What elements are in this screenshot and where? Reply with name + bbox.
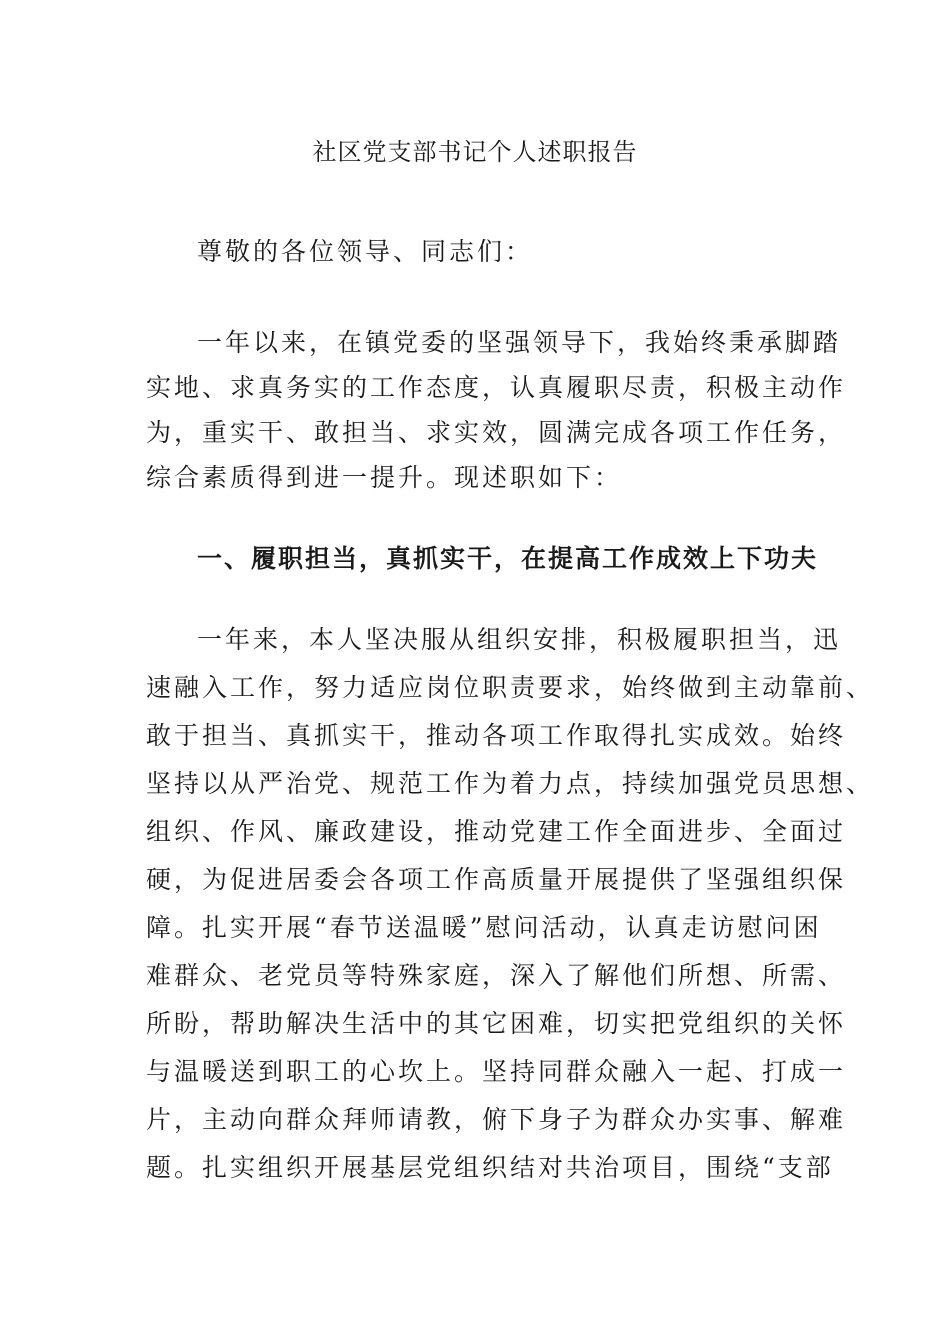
body-line: 片，主动向群众拜师请教，俯下身子为群众办实事、解难	[146, 1105, 847, 1134]
body-line: 坚持以从严治党、规范工作为着力点，持续加强党员思想、	[146, 769, 875, 798]
body-line: 难群众、老党员等特殊家庭，深入了解他们所想、所需、	[146, 961, 847, 990]
salutation: 尊敬的各位领导、同志们：	[197, 237, 534, 266]
body-line: 题。扎实组织开展基层党组织结对共治项目，围绕“支部	[146, 1153, 834, 1182]
intro-line-4: 综合素质得到进一提升。现述职如下：	[146, 463, 623, 492]
body-line: 组织、作风、廉政建设，推动党建工作全面进步、全面过	[146, 817, 847, 846]
body-line: 所盼，帮助解决生活中的其它困难，切实把党组织的关怀	[146, 1009, 847, 1038]
section-heading: 一、履职担当，真抓实干，在提高工作成效上下功夫	[197, 544, 819, 573]
body-line: 硬，为促进居委会各项工作高质量开展提供了坚强组织保	[146, 865, 847, 894]
document-title: 社区党支部书记个人述职报告	[312, 138, 638, 166]
intro-line-1: 一年以来，在镇党委的坚强领导下，我始终秉承脚踏	[197, 328, 842, 357]
intro-line-2: 实地、求真务实的工作态度，认真履职尽责，积极主动作	[146, 373, 847, 402]
body-line: 一年来，本人坚决服从组织安排，积极履职担当，迅	[197, 625, 842, 654]
body-line: 障。扎实开展“春节送温暖”慰问活动，认真走访慰问困	[146, 913, 822, 942]
body-line: 速融入工作，努力适应岗位职责要求，始终做到主动靠前、	[146, 673, 875, 702]
body-line: 敢于担当、真抓实干，推动各项工作取得扎实成效。始终	[146, 721, 847, 750]
body-line: 与温暖送到职工的心坎上。坚持同群众融入一起、打成一	[146, 1057, 847, 1086]
intro-line-3: 为，重实干、敢担当、求实效，圆满完成各项工作任务，	[146, 418, 847, 447]
